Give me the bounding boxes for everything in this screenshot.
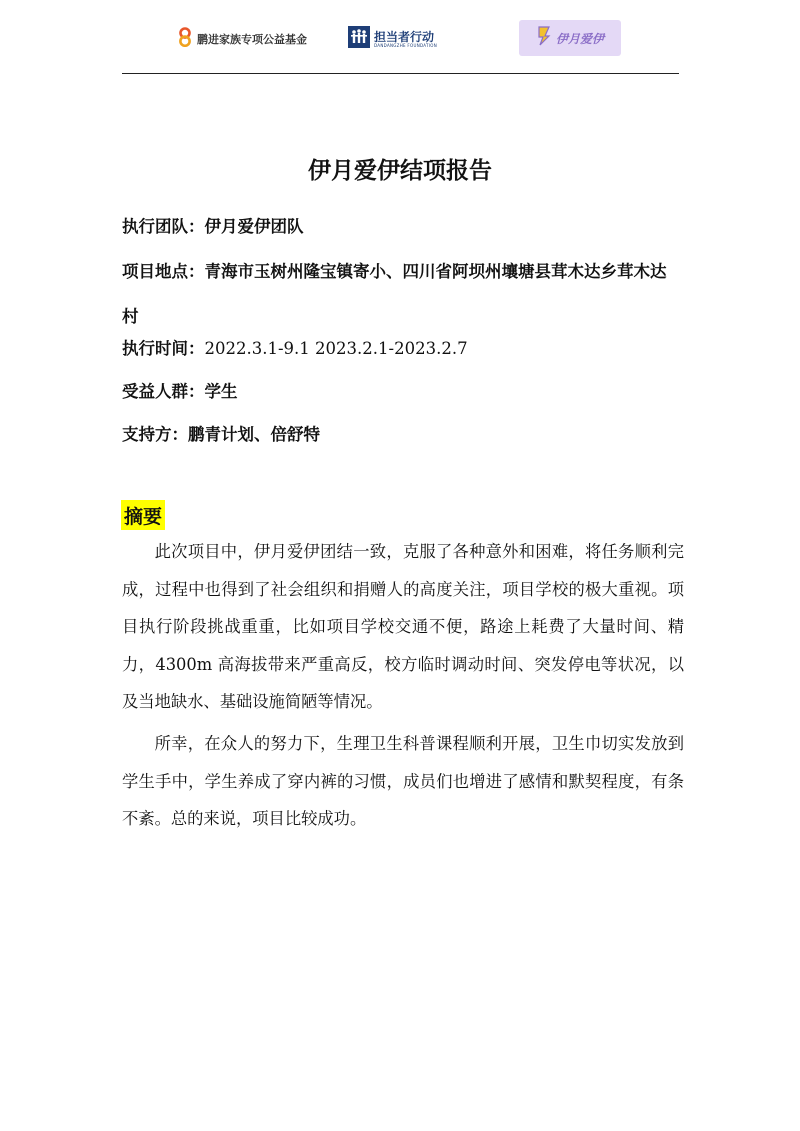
info-label: 支持方：: [122, 425, 188, 444]
info-row-location: [122, 249, 682, 339]
info-value: 2022.3.1-9.1 2023.2.1-2023.2.7: [204, 339, 468, 358]
info-row-time: [122, 328, 682, 370]
yiyue-aiyi-name: 伊月爱伊: [555, 31, 604, 46]
info-value: 学生: [204, 382, 238, 401]
info-row-supporters: [122, 414, 682, 456]
abstract-paragraph: 所幸，在众人的努力下，生理卫生科普课程顺利开展，卫生巾切实发放到学生手中，学生养成了穿内裤的习惯，成员们也增进了感情和默契程度，有条不紊。总的来说，项目比较成功。: [122, 734, 684, 828]
info-row-beneficiaries: [122, 371, 682, 413]
header-divider: [122, 73, 679, 74]
info-value: 伊月爱伊团队: [204, 217, 304, 236]
page-title: 伊月爱伊结项报告: [308, 157, 492, 184]
info-label: 执行团队：: [122, 217, 205, 236]
page-header: [0, 0, 800, 74]
pengjin-foundation-logo: [176, 28, 307, 50]
dandangzhe-subtitle: DANDANGZHE FOUNDATION: [374, 42, 437, 48]
info-label: 受益人群：: [122, 382, 205, 401]
abstract-heading: 摘要: [121, 500, 165, 530]
pengjin-foundation-name: 鹏进家族专项公益基金: [197, 33, 307, 46]
yiyue-aiyi-logo-icon: [536, 26, 552, 50]
abstract-paragraph: 此次项目中，伊月爱伊团结一致，克服了各种意外和困难，将任务顺利完成，过程中也得到了社会组织和捐赠人的高度关注，项目学校的极大重视。项目执行阶段挑战重重，比如项目学校交通不便，路途上耗费了大量时间、精力，4300m 高海拔带来严重高反，校方临时调动时间、突发停电等状况，以及当地缺水、基础设施简陋等情况。: [122, 542, 684, 711]
info-label: 项目地点：: [122, 262, 205, 281]
info-row-team: [122, 206, 682, 248]
dandangzhe-logo-icon: [348, 26, 370, 52]
dandangzhe-name: 担当者行动: [374, 29, 435, 44]
yiyue-aiyi-logo: [519, 20, 621, 56]
dandangzhe-logo: [348, 28, 437, 50]
info-label: 执行时间：: [122, 339, 205, 358]
info-value: 青海市玉树州隆宝镇寄小、四川省阿坝州壤塘县茸木达乡茸木达村: [122, 262, 667, 326]
info-value: 鹏青计划、倍舒特: [188, 425, 320, 444]
pengjin-foundation-logo-icon: [176, 27, 194, 51]
